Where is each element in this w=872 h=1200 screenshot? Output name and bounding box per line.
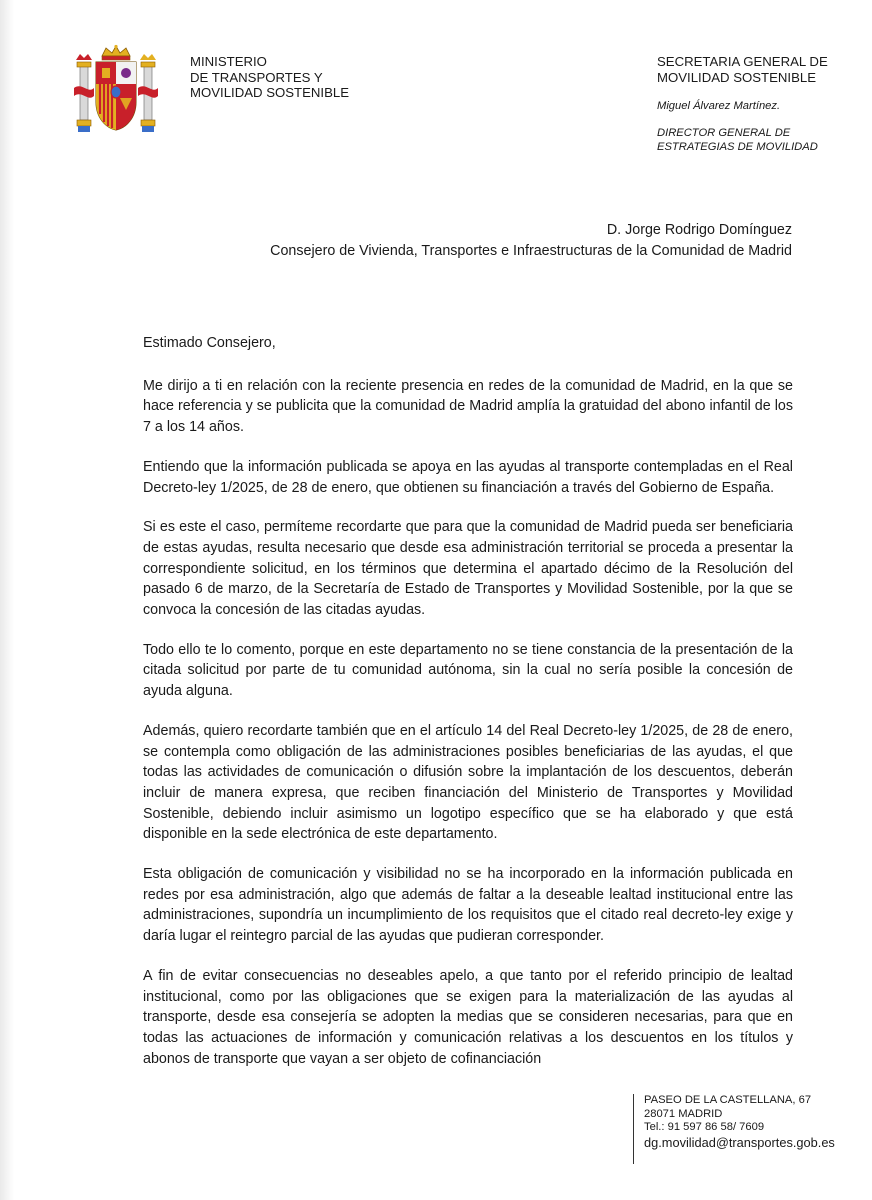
address-email: dg.movilidad@transportes.gob.es [644,1134,835,1150]
secretaria-line: SECRETARIA GENERAL DE [657,54,828,69]
body-paragraph: Entiendo que la información publicada se apoya en las ayudas al transporte contempladas en el Real Decreto-ley 1/2025, de 28 de enero, que obtienen su financiación a través del Gobierno de España. [143,458,793,496]
recipient-block [270,220,792,262]
body-paragraph: Si es este el caso, permíteme recordarte que para que la comunidad de Madrid pueda ser beneficiaria de estas ayudas, resulta necesario que desde esa administración territorial se proceda a presentar la correspondiente solicitud, en los términos que determina el apartado décimo de la Resolución del pasado 6 de marzo, de la Secretaría de Estado de Transportes y Movilidad Sostenible, por la que se convoca la concesión de las citadas ayudas. [143,519,793,619]
ministry-line: MINISTERIO [190,54,267,69]
page-edge-shadow [0,0,14,1200]
ministry-name [190,54,349,101]
footer-address [633,1094,835,1164]
body-paragraph: Además, quiero recordarte también que en el artículo 14 del Real Decreto-ley 1/2025, de 28 de enero, se contempla como obligación de las administraciones posibles beneficiarias de las ayudas, el que todas las actividades de comunicación o difusión sobre la implantación de los descuentos, deberán incluir de manera expresa, que reciben financiación del Ministerio de Transportes y Movilidad Sostenible, debiendo incluir asimismo un logotipo específico que se ha elaborado y que está disponible en la sede electrónica de este departamento. [143,722,793,843]
director-line: ESTRATEGIAS DE MOVILIDAD [657,141,818,153]
director-line: DIRECTOR GENERAL DE [657,127,791,139]
coat-of-arms-icon [72,44,160,136]
recipient-title: Consejero de Vivienda, Transportes e Infraestructuras de la Comunidad de Madrid [270,243,792,259]
ministry-line: DE TRANSPORTES Y [190,69,323,85]
secretaria-name [657,54,828,85]
recipient-name: D. Jorge Rodrigo Domínguez [606,222,792,238]
address-city: 28071 MADRID [644,1107,723,1120]
letter-body [143,333,793,1088]
secretaria-line: MOVILIDAD SOSTENIBLE [657,69,817,85]
body-paragraph: A fin de evitar consecuencias no deseables apelo, a que tanto por el referido principio de lealtad institucional, como por las obligaciones que se exigen para la materialización de las ayudas al transporte, desde esa consejería se adopten la medias que se consideren necesarias, para que en todas las actuaciones de información y comunicación relativas a los descuentos en los títulos y abonos de transporte que vayan a ser objeto de cofinanciación [143,967,793,1067]
director-title [657,126,818,154]
body-paragraph: Todo ello te lo comento, porque en este departamento no se tiene constancia de la presentación de la citada solicitud por parte de tu comunidad autónoma, sin la cual no sería posible la concesión de ayuda alguna. [143,641,793,700]
ministry-line: MOVILIDAD SOSTENIBLE [190,85,350,100]
body-paragraph: Esta obligación de comunicación y visibilidad no se ha incorporado en la información publicada en redes por esa administración, algo que además de faltar a la deseable lealtad institucional entre las administraciones, supondría un incumplimiento de los requisitos que el citado real decreto-ley exige y daría lugar el reintegro parcial de las ayudas que pudieran corresponder. [143,866,793,945]
signer-name: Miguel Álvarez Martínez. [657,100,781,112]
address-street: PASEO DE LA CASTELLANA, 67 [644,1094,812,1106]
address-phone: Tel.: 91 597 86 58/ 7609 [644,1121,765,1134]
greeting: Estimado Consejero, [143,335,276,351]
body-paragraph: Me dirijo a ti en relación con la reciente presencia en redes de la comunidad de Madrid, en la que se hace referencia y se publicita que la comunidad de Madrid amplía la gratuidad del abono infantil de los 7 a los 14 años. [143,377,793,436]
